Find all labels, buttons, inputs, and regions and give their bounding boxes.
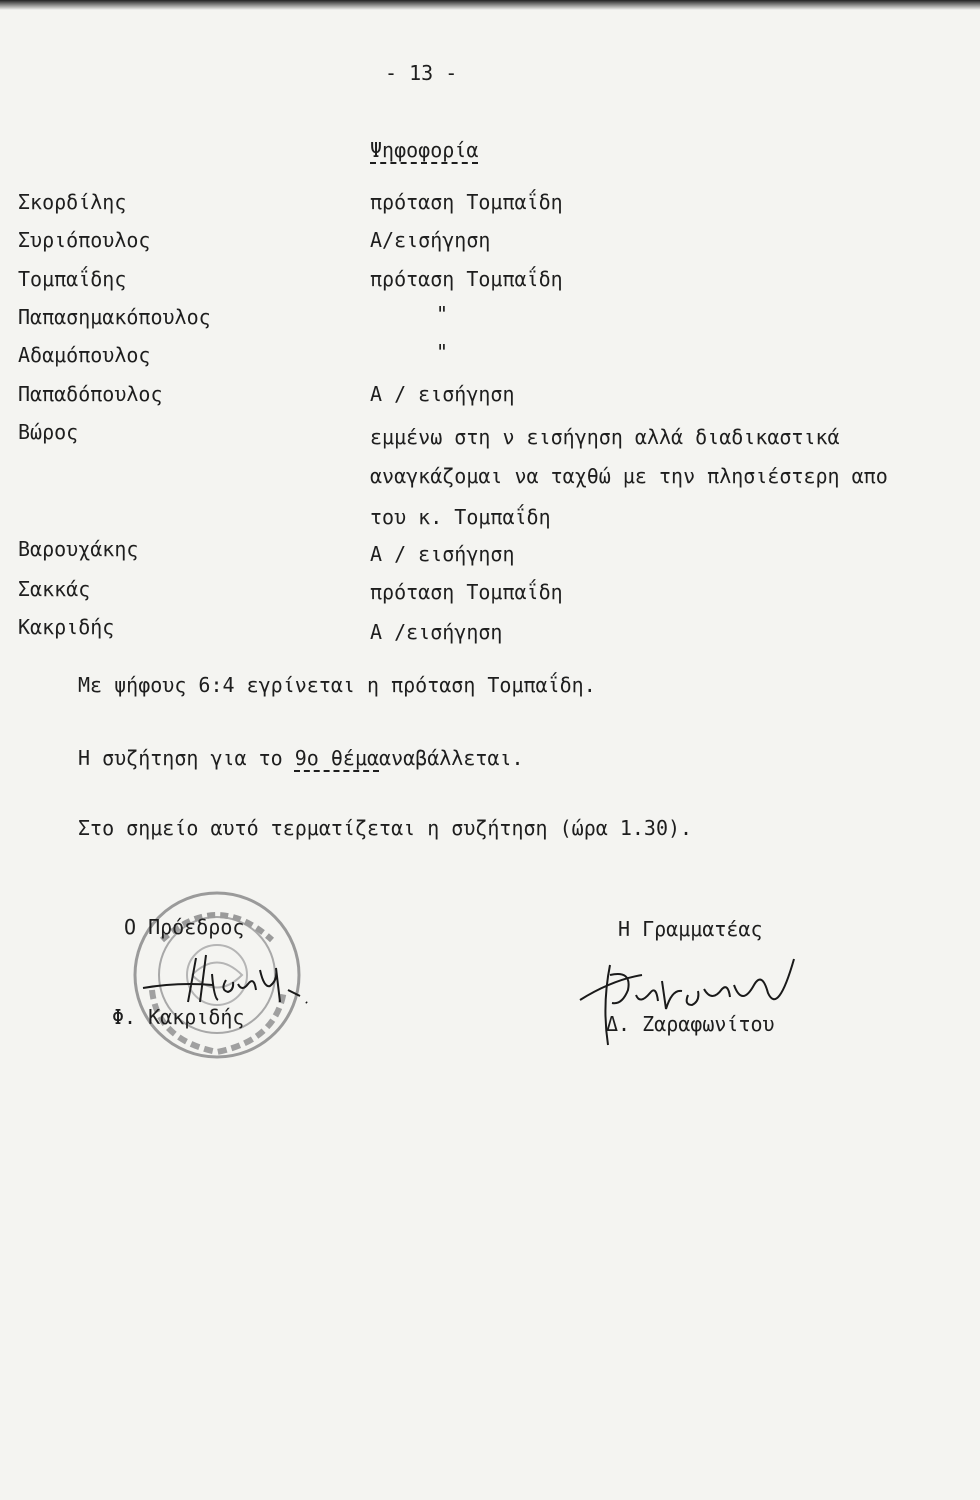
voter-choice: εμμένω στη ν εισήγηση αλλά διαδικαστικά [370,425,840,449]
vote-heading: Ψηφοφορία [370,138,479,162]
voter-choice: Α/εισήγηση [370,228,491,252]
president-name: Φ. Κακριδής [112,1005,245,1029]
voter-choice: πρόταση Τομπαΐδη [370,190,563,214]
voter-name: Σακκάς [18,577,91,601]
voter-name: Παπαδόπουλος [18,382,163,406]
voter-name: Σκορδίλης [18,190,127,214]
postponement-after: αναβάλλεται. [379,746,524,770]
voter-name: Βώρος [18,420,79,444]
president-title: Ο Πρόεδρος [124,915,245,939]
secretary-name: Δ. Ζαραφωνίτου [606,1012,775,1036]
voter-choice-continued: αναγκάζομαι να ταχθώ με την πλησιέστερη απο [370,464,888,488]
voter-name: Παπασημακόπουλος [18,305,211,329]
postponement-item: 9ο θέμα [294,746,380,770]
scan-top-edge [0,0,980,10]
voter-name: Κακριδής [18,615,115,639]
closing-line: Στο σημείο αυτό τερματίζεται η συζήτηση (ώρα 1.30). [78,816,693,840]
ditto-mark: " [436,302,449,326]
page-number: - 13 - [385,61,458,85]
voter-choice: Α /εισήγηση [370,620,503,644]
voter-name: Αδαμόπουλος [18,343,151,367]
secretary-signature [572,945,808,1055]
voter-choice: πρόταση Τομπαΐδη [370,267,563,291]
voter-name: Τομπαΐδης [18,267,127,291]
voter-choice-continued: του κ. Τομπαΐδη [370,505,551,529]
voter-name: Βαρουχάκης [18,537,139,561]
ditto-mark: " [436,340,449,364]
voter-choice: πρόταση Τομπαΐδη [370,580,563,604]
voter-choice: Α / εισήγηση [370,542,515,566]
vote-result: Με ψήφους 6:4 εγρίνεται η πρόταση Τομπαΐδη. [78,673,596,697]
voter-choice: Α / εισήγηση [370,382,515,406]
postponement-line [78,746,524,770]
secretary-title: Η Γραμματέας [618,917,763,941]
voter-name: Συριόπουλος [18,228,151,252]
postponement-before: Η συζήτηση για το [78,746,295,770]
